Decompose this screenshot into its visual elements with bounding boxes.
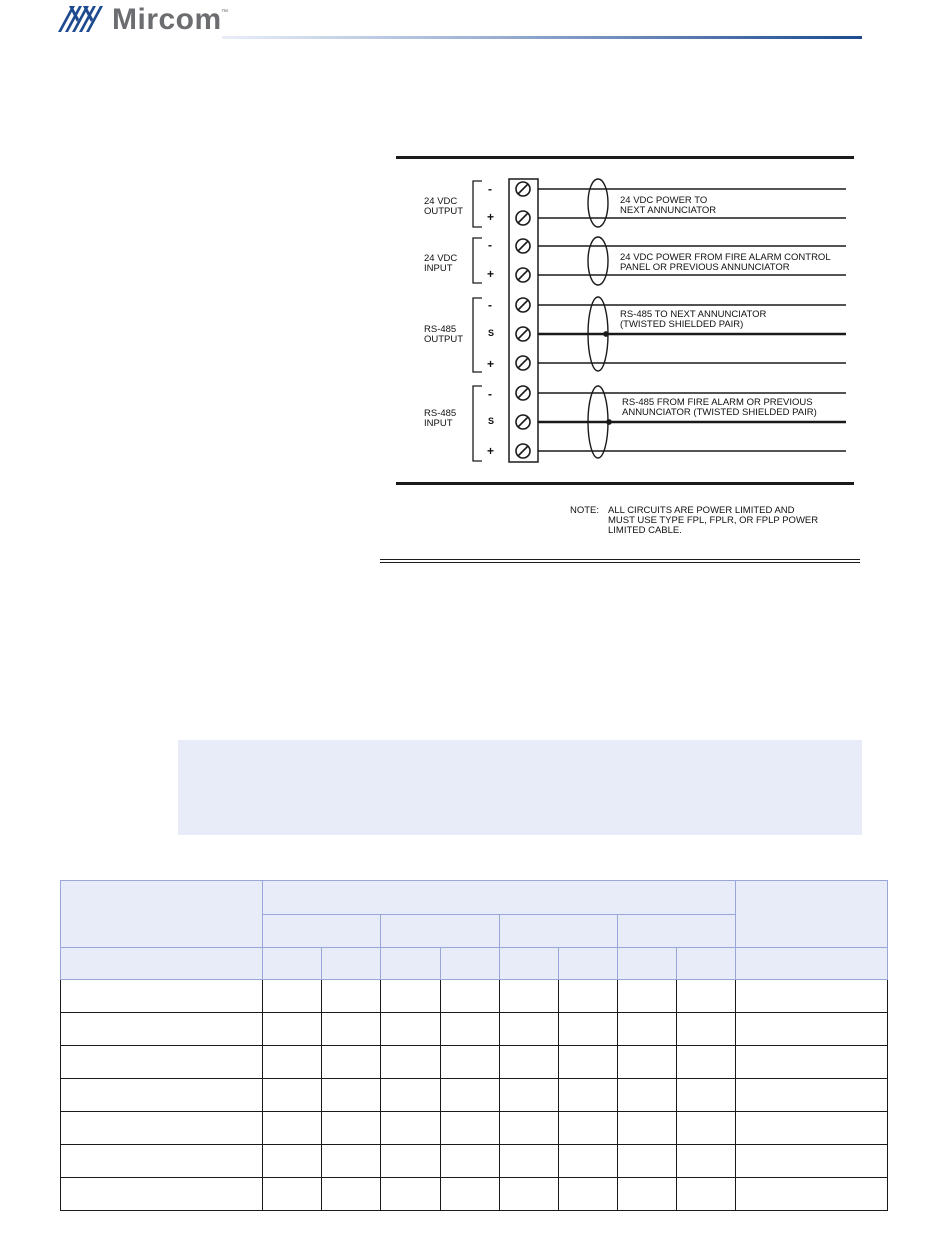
table-cell <box>500 980 559 1013</box>
table-cell <box>263 980 322 1013</box>
table-cell <box>381 1178 441 1211</box>
group-label-rs485-output: RS-485 OUTPUT <box>424 324 464 345</box>
table-cell <box>559 1112 618 1145</box>
shield-drain-dot <box>604 332 608 336</box>
wiring-diagram <box>380 150 864 570</box>
table-cell <box>559 1178 618 1211</box>
table-cell <box>381 1145 441 1178</box>
header-cell <box>736 948 888 980</box>
table-cell <box>61 980 263 1013</box>
header-cell <box>61 881 263 948</box>
table-cell <box>559 1079 618 1112</box>
header-cell <box>677 948 736 980</box>
terminal-screw-icon <box>516 327 530 341</box>
table-header-row <box>61 948 888 980</box>
table-cell <box>736 1145 888 1178</box>
table-cell <box>677 980 736 1013</box>
table-cell <box>263 1112 322 1145</box>
table-cell <box>61 1013 263 1046</box>
table-cell <box>441 1013 500 1046</box>
table-cell <box>441 1145 500 1178</box>
table-cell <box>263 1046 322 1079</box>
wire-label-rs485-out: RS-485 TO NEXT ANNUNCIATOR (TWISTED SHIELDED PAIR) <box>620 309 767 330</box>
table-cell <box>263 1145 322 1178</box>
table-row <box>61 1178 888 1211</box>
table-cell <box>61 1112 263 1145</box>
page-header <box>0 0 950 46</box>
table-cell <box>559 1046 618 1079</box>
sign-minus: - <box>488 298 492 312</box>
table-cell <box>441 1046 500 1079</box>
sign-plus: + <box>487 357 495 371</box>
terminal-screw-icon <box>516 386 530 400</box>
table-cell <box>61 1046 263 1079</box>
table-header-row <box>61 881 888 915</box>
terminal-screw-icon <box>516 444 530 458</box>
terminal-screw-icon <box>516 356 530 370</box>
table-cell <box>322 980 381 1013</box>
group-label-rs485-input: RS-485 INPUT <box>424 408 457 429</box>
table-cell <box>618 980 677 1013</box>
group-label-24vdc-output: 24 VDC OUTPUT <box>424 196 464 217</box>
sign-shield: S <box>488 328 495 338</box>
table-cell <box>618 1046 677 1079</box>
table-cell <box>441 1112 500 1145</box>
header-cell <box>322 948 381 980</box>
table-cell <box>441 1178 500 1211</box>
header-cell <box>441 948 500 980</box>
cable-bundle-ellipse <box>588 237 608 285</box>
wire-label-rs485-in: RS-485 FROM FIRE ALARM OR PREVIOUS ANNUNCIATOR (TWISTED SHIELDED PAIR) <box>622 397 817 418</box>
table-cell <box>736 980 888 1013</box>
table-row <box>61 1112 888 1145</box>
wire-label-power-out: 24 VDC POWER TO NEXT ANNUNCIATOR <box>620 195 717 216</box>
header-rule <box>222 36 862 39</box>
note-label: NOTE: <box>570 505 600 516</box>
table-cell <box>263 1013 322 1046</box>
table-cell <box>381 980 441 1013</box>
table-cell <box>677 1046 736 1079</box>
group-bracket <box>473 181 482 227</box>
wiring-table <box>60 880 888 1211</box>
table-cell <box>322 1013 381 1046</box>
group-label-24vdc-input: 24 VDC INPUT <box>424 253 458 274</box>
table-row <box>61 980 888 1013</box>
table-cell <box>559 1013 618 1046</box>
sign-shield: S <box>488 416 495 426</box>
table-cell <box>500 1079 559 1112</box>
table-cell <box>736 1013 888 1046</box>
table-cell <box>61 1145 263 1178</box>
table-cell <box>500 1178 559 1211</box>
shield-drain-dot <box>607 420 611 424</box>
sign-plus: + <box>487 444 495 458</box>
trademark: ™ <box>221 9 228 16</box>
table-cell <box>381 1046 441 1079</box>
group-bracket <box>473 386 482 461</box>
table-cell <box>618 1178 677 1211</box>
header-cell <box>618 915 736 948</box>
table-cell <box>441 1079 500 1112</box>
table-cell <box>559 980 618 1013</box>
table-cell <box>736 1046 888 1079</box>
table-cell <box>500 1145 559 1178</box>
sign-plus: + <box>487 267 495 281</box>
table-cell <box>441 980 500 1013</box>
table-cell <box>263 1178 322 1211</box>
table-cell <box>381 1013 441 1046</box>
header-cell <box>381 915 500 948</box>
terminal-screw-icon <box>516 268 530 282</box>
sign-minus: - <box>488 238 492 252</box>
table-cell <box>736 1112 888 1145</box>
terminal-screw-icon <box>516 182 530 196</box>
terminal-screw-icon <box>516 298 530 312</box>
header-cell <box>263 881 736 915</box>
table-cell <box>61 1079 263 1112</box>
table-cell <box>618 1013 677 1046</box>
table-cell <box>322 1145 381 1178</box>
table-row <box>61 1013 888 1046</box>
table-cell <box>677 1079 736 1112</box>
table-cell <box>736 1079 888 1112</box>
table-cell <box>677 1145 736 1178</box>
header-cell <box>500 915 618 948</box>
terminal-screw-icon <box>516 239 530 253</box>
sign-minus: - <box>488 182 492 196</box>
header-cell <box>263 915 381 948</box>
terminal-screw-icon <box>516 415 530 429</box>
note-text: ALL CIRCUITS ARE POWER LIMITED AND MUST USE TYPE FPL, FPLR, OR FPLP POWER LIMITED CABLE. <box>608 505 819 536</box>
header-cell <box>559 948 618 980</box>
header-cell <box>618 948 677 980</box>
table-cell <box>677 1112 736 1145</box>
cable-bundle-ellipse <box>588 179 608 227</box>
table-cell <box>322 1178 381 1211</box>
table-row <box>61 1145 888 1178</box>
header-cell <box>500 948 559 980</box>
shaded-note-box <box>178 740 862 835</box>
table-cell <box>618 1079 677 1112</box>
table-row <box>61 1046 888 1079</box>
table-cell <box>618 1112 677 1145</box>
table-cell <box>500 1112 559 1145</box>
header-cell <box>61 948 263 980</box>
table-cell <box>677 1013 736 1046</box>
header-cell <box>736 881 888 948</box>
table-row <box>61 1079 888 1112</box>
mircom-logo-icon <box>58 2 110 41</box>
table-cell <box>736 1178 888 1211</box>
wire-label-power-in: 24 VDC POWER FROM FIRE ALARM CONTROL PANEL OR PREVIOUS ANNUNCIATOR <box>620 252 831 273</box>
header-cell <box>381 948 441 980</box>
sign-plus: + <box>487 210 495 224</box>
table-cell <box>677 1178 736 1211</box>
brand-name: Mircom <box>112 3 222 36</box>
table-cell <box>381 1112 441 1145</box>
table-cell <box>322 1079 381 1112</box>
table-cell <box>618 1145 677 1178</box>
header-cell <box>263 948 322 980</box>
table-cell <box>500 1046 559 1079</box>
table-cell <box>263 1079 322 1112</box>
table-cell <box>500 1013 559 1046</box>
sign-minus: - <box>488 387 492 401</box>
table-cell <box>381 1079 441 1112</box>
table-cell <box>322 1112 381 1145</box>
terminal-screw-icon <box>516 211 530 225</box>
table-cell <box>559 1145 618 1178</box>
group-bracket <box>473 298 482 372</box>
table-cell <box>61 1178 263 1211</box>
group-bracket <box>473 238 482 283</box>
table-cell <box>322 1046 381 1079</box>
